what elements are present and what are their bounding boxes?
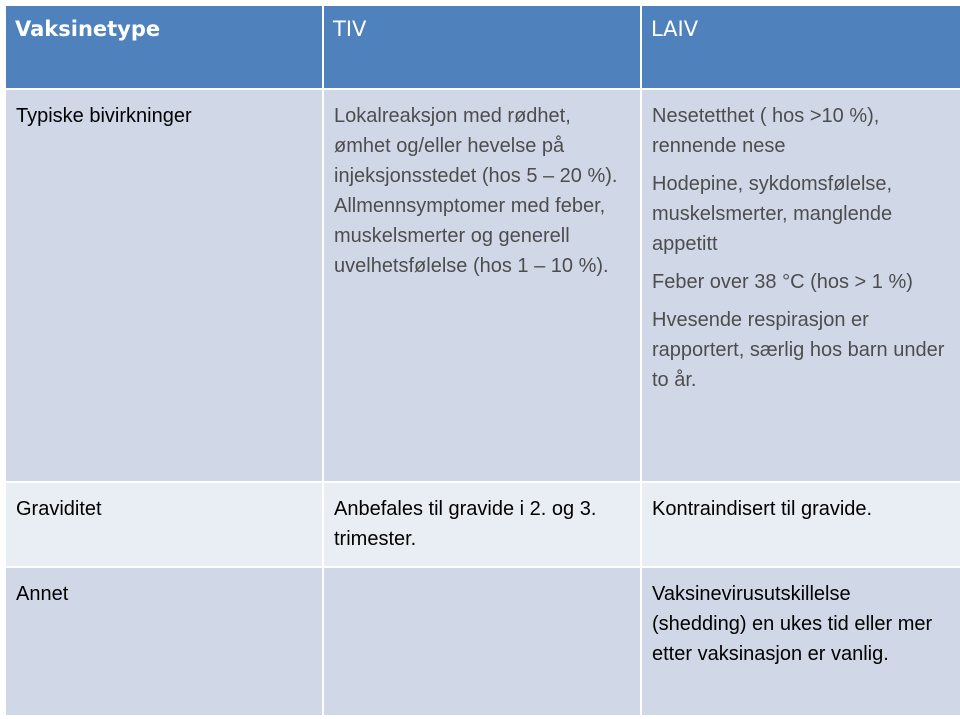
table-row-pregnancy (5, 482, 960, 566)
laiv-text: Vaksinevirusutskillelse (shedding) en ukes tid eller mer etter vaksinasjon er vanlig. (652, 582, 933, 665)
laiv-text: Hodepine, sykdomsfølelse, muskelsmerter, manglende appetitt (652, 173, 893, 256)
row-label-cell (5, 482, 323, 566)
tiv-text: Lokalreaksjon med rødhet, ømhet og/eller hevelse på injeksjonsstedet (hos 5 – 20 %). (334, 105, 618, 188)
table-header-row (5, 5, 960, 89)
laiv-cell (641, 567, 960, 716)
header-tiv: TIV (323, 5, 641, 89)
row-label-cell (5, 89, 323, 482)
table-row-other (5, 567, 960, 716)
laiv-text: Feber over 38 °C (hos > 1 %) (652, 271, 913, 294)
row-label: Annet (16, 582, 69, 605)
laiv-text: Nesetetthet ( hos >10 %), rennende nese (652, 105, 880, 158)
laiv-text: Kontraindisert til gravide. (652, 498, 873, 521)
row-label-cell (5, 567, 323, 716)
tiv-text: Allmennsymptomer med feber, muskelsmerter og generell uvelhetsfølelse (hos 1 – 10 %). (334, 195, 609, 278)
row-label: Graviditet (16, 498, 102, 521)
laiv-cell (641, 482, 960, 566)
tiv-text: Anbefales til gravide i 2. og 3. trimester. (334, 498, 597, 551)
row-label: Typiske bivirkninger (16, 105, 192, 128)
tiv-cell (323, 567, 641, 716)
laiv-text: Hvesende respirasjon er rapportert, særlig hos barn under to år. (652, 309, 945, 392)
laiv-cell (641, 89, 960, 482)
header-laiv: LAIV (641, 5, 960, 89)
tiv-cell (323, 482, 641, 566)
table-row-side-effects (5, 89, 960, 482)
vaccine-comparison-table (4, 4, 960, 717)
header-vaccine-type: Vaksinetype (5, 5, 323, 89)
tiv-cell (323, 89, 641, 482)
